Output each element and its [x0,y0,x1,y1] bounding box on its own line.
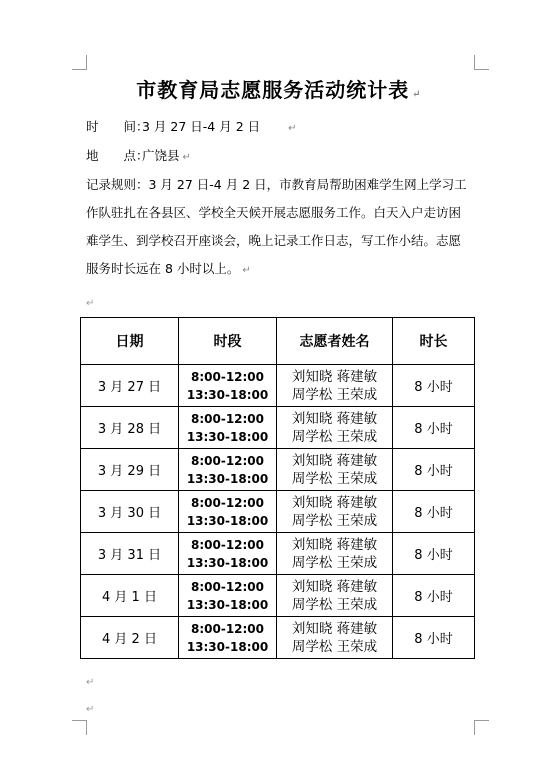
names-line: 周学松 王荣成 [291,596,378,613]
time-morning: 8:00-12:00 [190,369,265,384]
volunteer-names-cell [277,407,393,449]
paragraph-mark: ↵ [86,298,95,309]
volunteer-names-cell [277,617,393,659]
time-morning: 8:00-12:00 [190,411,265,426]
time-slot-cell [179,533,277,575]
duration-cell: 8 小时 [393,365,475,407]
time-slot-cell [179,575,277,617]
rules-line: 记录规则：3 月 27 日-4 月 2 日，市教育局帮助困难学生网上学习工 [86,177,467,192]
time-afternoon: 13:30-18:00 [186,555,269,570]
time-afternoon: 13:30-18:00 [186,387,269,402]
time-label: 时 间： [86,119,149,134]
table-row [81,449,475,491]
document-title: 市教育局志愿服务活动统计表 ↵ [136,78,422,102]
date-cell: 4 月 2 日 [81,617,179,659]
duration-cell: 8 小时 [393,617,475,659]
duration-cell: 8 小时 [393,491,475,533]
table-row [81,407,475,449]
names-line: 刘知晓 蒋建敏 [291,368,378,385]
volunteer-names-cell [277,449,393,491]
place-label: 地 点： [86,148,149,163]
time-afternoon: 13:30-18:00 [186,429,269,444]
names-line: 刘知晓 蒋建敏 [291,578,378,595]
paragraph-mark: ↵ [86,677,95,688]
header-time-slot: 时段 [179,318,277,365]
time-afternoon: 13:30-18:00 [186,639,269,654]
time-value: 3 月 27 日-4 月 2 日 [142,119,261,134]
margin-corner-bottom-left [72,720,87,735]
time-afternoon: 13:30-18:00 [186,513,269,528]
names-line: 周学松 王荣成 [291,512,378,529]
date-cell: 3 月 27 日 [81,365,179,407]
volunteer-names-cell [277,365,393,407]
volunteer-names-cell [277,575,393,617]
place-line: 地 点：广饶县 ↵ [86,142,486,170]
rules-line: 作队驻扎在各县区、学校全天候开展志愿服务工作。白天入户走访困 [86,205,462,220]
margin-corner-top-right [474,55,489,70]
time-afternoon: 13:30-18:00 [186,471,269,486]
header-date: 日期 [81,318,179,365]
names-line: 刘知晓 蒋建敏 [291,494,378,511]
time-afternoon: 13:30-18:00 [186,597,269,612]
time-slot-cell [179,617,277,659]
header-volunteer-names: 志愿者姓名 [277,318,393,365]
rules-paragraph: 记录规则：3 月 27 日-4 月 2 日，市教育局帮助困难学生网上学习工 作队驻扎在各县区、学校全天候开展志愿服务工作。白天入户走访困 难学生、到学校召开座谈会，晚上记录工作日志，写工作小结。志愿 服务时长远在 8 小时以上。 ↵ [86,171,486,283]
volunteer-names-cell [277,491,393,533]
duration-cell: 8 小时 [393,533,475,575]
margin-corner-bottom-right [474,720,489,735]
time-slot-cell [179,491,277,533]
names-line: 刘知晓 蒋建敏 [291,452,378,469]
time-morning: 8:00-12:00 [190,621,265,636]
time-slot-cell [179,407,277,449]
table-row [81,533,475,575]
names-line: 周学松 王荣成 [291,554,378,571]
duration-cell: 8 小时 [393,407,475,449]
names-line: 刘知晓 蒋建敏 [291,536,378,553]
time-line: 时 间：3 月 27 日-4 月 2 日 ↵ [86,113,486,141]
date-cell: 3 月 30 日 [81,491,179,533]
date-cell: 3 月 31 日 [81,533,179,575]
table-row [81,575,475,617]
time-morning: 8:00-12:00 [190,537,265,552]
duration-cell: 8 小时 [393,575,475,617]
time-morning: 8:00-12:00 [190,453,265,468]
table-row [81,365,475,407]
names-line: 刘知晓 蒋建敏 [291,620,378,637]
date-cell: 3 月 29 日 [81,449,179,491]
duration-cell: 8 小时 [393,449,475,491]
names-line: 周学松 王荣成 [291,428,378,445]
header-duration: 时长 [393,318,475,365]
margin-corner-top-left [72,55,87,70]
rules-line: 难学生、到学校召开座谈会，晚上记录工作日志，写工作小结。志愿 [86,233,462,248]
time-morning: 8:00-12:00 [190,579,265,594]
table-row [81,491,475,533]
names-line: 周学松 王荣成 [291,386,378,403]
paragraph-mark: ↵ [86,704,95,715]
names-line: 刘知晓 蒋建敏 [291,410,378,427]
table-row [81,617,475,659]
rules-line: 服务时长远在 8 小时以上。 [86,261,240,276]
names-line: 周学松 王荣成 [291,470,378,487]
date-cell: 3 月 28 日 [81,407,179,449]
volunteer-names-cell [277,533,393,575]
table-header-row [81,318,475,365]
time-morning: 8:00-12:00 [190,495,265,510]
date-cell: 4 月 1 日 [81,575,179,617]
time-slot-cell [179,449,277,491]
names-line: 周学松 王荣成 [291,638,378,655]
time-slot-cell [179,365,277,407]
statistics-table [80,317,475,659]
place-value: 广饶县 [142,148,180,163]
